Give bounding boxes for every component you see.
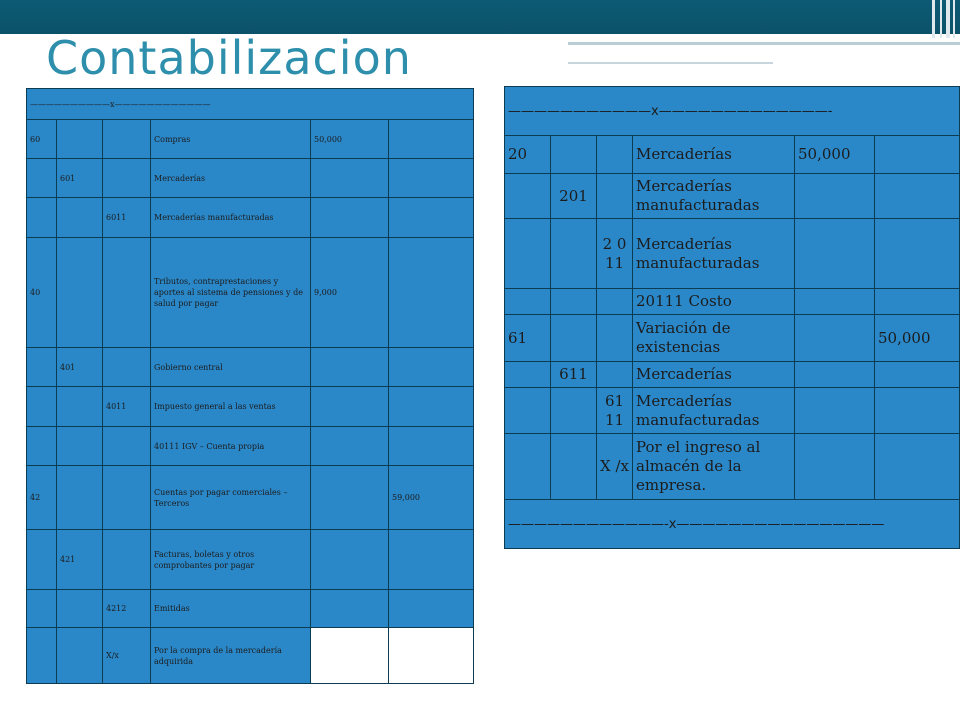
account-code [27, 387, 57, 427]
debit-amount [311, 198, 389, 238]
title-rule [568, 42, 960, 45]
table-row [27, 159, 474, 198]
subaccount-code [551, 388, 597, 434]
subaccount-code [551, 289, 597, 315]
account-code: 42 [27, 466, 57, 530]
table-row [505, 388, 960, 434]
subaccount-code [551, 315, 597, 362]
division-code [597, 174, 633, 219]
account-code [505, 388, 551, 434]
debit-amount [311, 590, 389, 628]
account-code [27, 159, 57, 198]
credit-amount [875, 219, 960, 289]
table-header-row [505, 87, 960, 136]
title-rule [568, 62, 773, 64]
credit-amount [389, 530, 474, 590]
debit-amount [311, 159, 389, 198]
account-description: Mercaderías [151, 159, 311, 198]
debit-amount [795, 388, 875, 434]
left-journal-table [26, 88, 474, 684]
table-row [505, 289, 960, 315]
credit-amount [875, 362, 960, 388]
subaccount-code: 401 [57, 348, 103, 387]
table-row [27, 238, 474, 348]
subaccount-code: 601 [57, 159, 103, 198]
credit-amount [389, 238, 474, 348]
table-header-row [27, 89, 474, 120]
credit-amount [875, 388, 960, 434]
account-code: 61 [505, 315, 551, 362]
subaccount-code: 201 [551, 174, 597, 219]
division-code [103, 530, 151, 590]
division-code [597, 315, 633, 362]
table-row [27, 530, 474, 590]
debit-amount [795, 289, 875, 315]
account-code [27, 530, 57, 590]
account-code [27, 198, 57, 238]
subaccount-code [57, 387, 103, 427]
credit-amount: 59,000 [389, 466, 474, 530]
debit-amount [311, 530, 389, 590]
account-code [505, 434, 551, 500]
subaccount-code [57, 466, 103, 530]
credit-amount [875, 289, 960, 315]
credit-amount [875, 434, 960, 500]
credit-amount [389, 198, 474, 238]
division-code: 2 0 11 [597, 219, 633, 289]
decorative-stripe [932, 0, 935, 38]
division-code: 4212 [103, 590, 151, 628]
account-description: Mercaderías manufacturadas [633, 388, 795, 434]
table-row [27, 348, 474, 387]
debit-amount [311, 427, 389, 466]
subaccount-code [57, 120, 103, 159]
credit-amount [389, 427, 474, 466]
account-description: 40111 IGV – Cuenta propia [151, 427, 311, 466]
account-code: 60 [27, 120, 57, 159]
division-code: X/x [103, 628, 151, 684]
table-row [505, 362, 960, 388]
debit-amount [795, 219, 875, 289]
account-code [505, 289, 551, 315]
credit-amount [389, 628, 474, 684]
decorative-stripe [953, 0, 955, 38]
subaccount-code [57, 198, 103, 238]
credit-amount [389, 120, 474, 159]
account-description: Mercaderías manufacturadas [633, 174, 795, 219]
account-code [27, 348, 57, 387]
decorative-stripe [940, 0, 942, 38]
debit-amount: 50,000 [311, 120, 389, 159]
subaccount-code [57, 590, 103, 628]
account-code: 20 [505, 136, 551, 174]
debit-amount [311, 387, 389, 427]
division-code [103, 238, 151, 348]
account-description: Tributos, contraprestaciones y aportes al sistema de pensiones y de salud por pagar [151, 238, 311, 348]
table-row [27, 590, 474, 628]
division-code: 61 11 [597, 388, 633, 434]
table-footer-row [505, 500, 960, 549]
table-row [27, 466, 474, 530]
account-description: Compras [151, 120, 311, 159]
division-code [597, 362, 633, 388]
account-description: Cuentas por pagar comerciales – Terceros [151, 466, 311, 530]
account-description: 20111 Costo [633, 289, 795, 315]
account-code [505, 219, 551, 289]
division-code [597, 136, 633, 174]
table-row [505, 315, 960, 362]
credit-amount: 50,000 [875, 315, 960, 362]
account-description: Variación de existencias [633, 315, 795, 362]
account-description: Facturas, boletas y otros comprobantes por pagar [151, 530, 311, 590]
credit-amount [389, 348, 474, 387]
table-row [27, 120, 474, 159]
account-code [27, 628, 57, 684]
account-description: Mercaderías manufacturadas [633, 219, 795, 289]
debit-amount: 9,000 [311, 238, 389, 348]
account-description: Mercaderías [633, 136, 795, 174]
division-code [103, 159, 151, 198]
division-code [103, 120, 151, 159]
debit-amount [311, 466, 389, 530]
debit-amount [795, 362, 875, 388]
account-code [27, 590, 57, 628]
right-table-header: ———————————x—————————————- [505, 87, 960, 136]
account-description: Impuesto general a las ventas [151, 387, 311, 427]
subaccount-code: 421 [57, 530, 103, 590]
debit-amount: 50,000 [795, 136, 875, 174]
account-description: Emitidas [151, 590, 311, 628]
account-code [27, 427, 57, 466]
right-journal-table [504, 86, 960, 549]
debit-amount [311, 628, 389, 684]
table-row [27, 387, 474, 427]
account-description: Mercaderías manufacturadas [151, 198, 311, 238]
table-row [505, 219, 960, 289]
debit-amount [795, 174, 875, 219]
subaccount-code [551, 219, 597, 289]
subaccount-code [57, 238, 103, 348]
account-code [505, 362, 551, 388]
subaccount-code [57, 628, 103, 684]
division-code [103, 466, 151, 530]
debit-amount [311, 348, 389, 387]
table-row [27, 198, 474, 238]
subaccount-code [551, 136, 597, 174]
account-description: Mercaderías [633, 362, 795, 388]
title-rule [568, 50, 888, 52]
table-row [505, 174, 960, 219]
division-code [103, 348, 151, 387]
subaccount-code [57, 427, 103, 466]
credit-amount [389, 387, 474, 427]
account-description: Por el ingreso al almacén de la empresa. [633, 434, 795, 500]
right-table-footer: ————————————-x———————————————— [505, 500, 960, 549]
account-code [505, 174, 551, 219]
division-code: X /x [597, 434, 633, 500]
credit-amount [389, 159, 474, 198]
division-code: 4011 [103, 387, 151, 427]
division-code [597, 289, 633, 315]
division-code: 6011 [103, 198, 151, 238]
credit-amount [389, 590, 474, 628]
subaccount-code: 611 [551, 362, 597, 388]
table-row [27, 427, 474, 466]
decorative-stripe [946, 0, 950, 38]
table-row [505, 136, 960, 174]
left-table-header: ——————————x———————————— [27, 89, 474, 120]
table-row [505, 434, 960, 500]
debit-amount [795, 434, 875, 500]
debit-amount [795, 315, 875, 362]
account-code: 40 [27, 238, 57, 348]
credit-amount [875, 174, 960, 219]
account-description: Gobierno central [151, 348, 311, 387]
credit-amount [875, 136, 960, 174]
slide-title: Contabilizacion [46, 31, 412, 85]
table-row [27, 628, 474, 684]
account-description: Por la compra de la mercadería adquirida [151, 628, 311, 684]
division-code [103, 427, 151, 466]
subaccount-code [551, 434, 597, 500]
